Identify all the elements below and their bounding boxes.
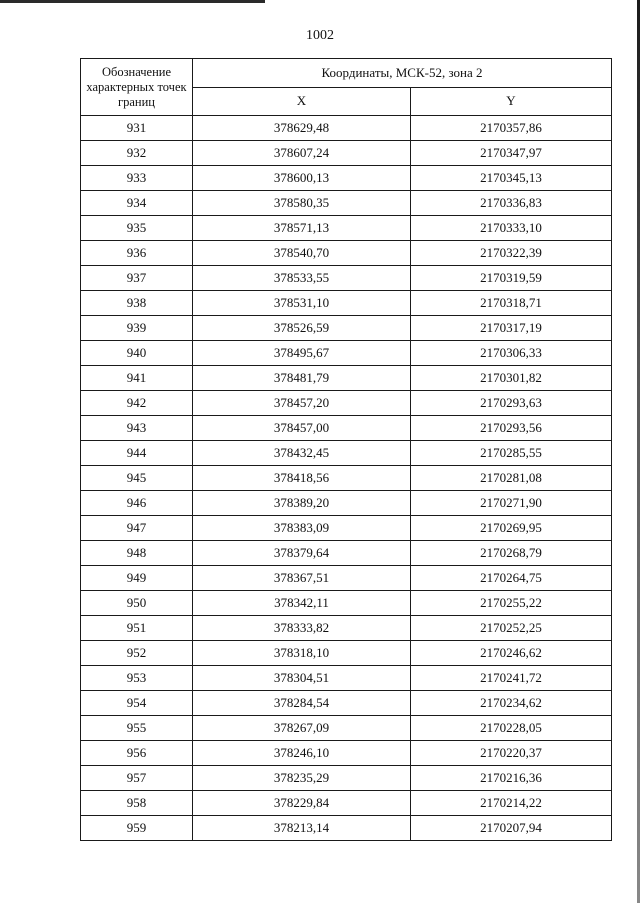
point-id-cell: 950 [81,591,193,616]
y-coordinate-cell: 2170293,56 [411,416,612,441]
point-id-cell: 958 [81,791,193,816]
x-coordinate-cell: 378481,79 [193,366,411,391]
y-coordinate-cell: 2170336,83 [411,191,612,216]
table-row [81,366,612,391]
x-coordinate-cell: 378246,10 [193,741,411,766]
y-coordinate-cell: 2170207,94 [411,816,612,841]
table-row [81,141,612,166]
x-coordinate-cell: 378600,13 [193,166,411,191]
table-row [81,516,612,541]
y-coordinate-cell: 2170281,08 [411,466,612,491]
point-id-cell: 949 [81,566,193,591]
point-id-cell: 959 [81,816,193,841]
table-row [81,616,612,641]
y-coordinate-cell: 2170246,62 [411,641,612,666]
x-coordinate-cell: 378418,56 [193,466,411,491]
y-coordinate-cell: 2170255,22 [411,591,612,616]
x-coordinate-cell: 378383,09 [193,516,411,541]
y-coordinate-cell: 2170347,97 [411,141,612,166]
x-coordinate-cell: 378284,54 [193,691,411,716]
scan-edge-top [0,0,265,3]
x-coordinate-cell: 378580,35 [193,191,411,216]
table-row [81,266,612,291]
y-coordinate-cell: 2170268,79 [411,541,612,566]
table-row [81,441,612,466]
table-row [81,241,612,266]
table-header [81,59,612,116]
y-coordinate-cell: 2170285,55 [411,441,612,466]
x-coordinate-cell: 378457,20 [193,391,411,416]
x-coordinate-cell: 378235,29 [193,766,411,791]
x-coordinate-cell: 378342,11 [193,591,411,616]
table-row [81,116,612,141]
y-coordinate-cell: 2170319,59 [411,266,612,291]
y-coordinate-cell: 2170317,19 [411,316,612,341]
point-id-cell: 945 [81,466,193,491]
point-id-cell: 947 [81,516,193,541]
point-id-cell: 954 [81,691,193,716]
x-coordinate-cell: 378318,10 [193,641,411,666]
y-coordinate-cell: 2170271,90 [411,491,612,516]
table-row [81,566,612,591]
coordinates-group-header: Координаты, МСК-52, зона 2 [193,59,612,88]
table-body [81,116,612,841]
x-coordinate-cell: 378629,48 [193,116,411,141]
x-coordinate-cell: 378389,20 [193,491,411,516]
table-row [81,466,612,491]
table-row [81,391,612,416]
table-row [81,591,612,616]
table-row [81,716,612,741]
point-id-cell: 939 [81,316,193,341]
x-coordinate-cell: 378607,24 [193,141,411,166]
y-coordinate-cell: 2170269,95 [411,516,612,541]
x-coordinate-cell: 378229,84 [193,791,411,816]
x-coordinate-cell: 378457,00 [193,416,411,441]
table-row [81,666,612,691]
y-column-header: Y [411,87,612,116]
point-id-cell: 948 [81,541,193,566]
point-id-cell: 941 [81,366,193,391]
point-id-cell: 936 [81,241,193,266]
x-coordinate-cell: 378267,09 [193,716,411,741]
point-id-cell: 944 [81,441,193,466]
table-row [81,541,612,566]
point-id-cell: 940 [81,341,193,366]
table-row [81,416,612,441]
table-row [81,766,612,791]
table-row [81,791,612,816]
y-coordinate-cell: 2170306,33 [411,341,612,366]
table-row [81,291,612,316]
point-id-cell: 953 [81,666,193,691]
y-coordinate-cell: 2170252,25 [411,616,612,641]
x-column-header: X [193,87,411,116]
designation-column-header: Обозначение характерных точек границ [81,59,193,116]
y-coordinate-cell: 2170214,22 [411,791,612,816]
x-coordinate-cell: 378367,51 [193,566,411,591]
y-coordinate-cell: 2170241,72 [411,666,612,691]
y-coordinate-cell: 2170264,75 [411,566,612,591]
y-coordinate-cell: 2170345,13 [411,166,612,191]
point-id-cell: 957 [81,766,193,791]
y-coordinate-cell: 2170228,05 [411,716,612,741]
point-id-cell: 934 [81,191,193,216]
point-id-cell: 942 [81,391,193,416]
y-coordinate-cell: 2170318,71 [411,291,612,316]
x-coordinate-cell: 378304,51 [193,666,411,691]
point-id-cell: 951 [81,616,193,641]
point-id-cell: 955 [81,716,193,741]
x-coordinate-cell: 378432,45 [193,441,411,466]
x-coordinate-cell: 378571,13 [193,216,411,241]
y-coordinate-cell: 2170220,37 [411,741,612,766]
point-id-cell: 932 [81,141,193,166]
x-coordinate-cell: 378333,82 [193,616,411,641]
y-coordinate-cell: 2170357,86 [411,116,612,141]
x-coordinate-cell: 378526,59 [193,316,411,341]
x-coordinate-cell: 378540,70 [193,241,411,266]
point-id-cell: 943 [81,416,193,441]
x-coordinate-cell: 378531,10 [193,291,411,316]
y-coordinate-cell: 2170293,63 [411,391,612,416]
table-row [81,816,612,841]
table-row [81,191,612,216]
table-row [81,741,612,766]
table-row [81,316,612,341]
point-id-cell: 933 [81,166,193,191]
table-row [81,216,612,241]
y-coordinate-cell: 2170301,82 [411,366,612,391]
point-id-cell: 937 [81,266,193,291]
table-row [81,166,612,191]
y-coordinate-cell: 2170333,10 [411,216,612,241]
point-id-cell: 956 [81,741,193,766]
page-number: 1002 [306,28,334,43]
table-row [81,341,612,366]
table-row [81,691,612,716]
x-coordinate-cell: 378379,64 [193,541,411,566]
x-coordinate-cell: 378213,14 [193,816,411,841]
point-id-cell: 935 [81,216,193,241]
y-coordinate-cell: 2170216,36 [411,766,612,791]
point-id-cell: 952 [81,641,193,666]
y-coordinate-cell: 2170234,62 [411,691,612,716]
point-id-cell: 938 [81,291,193,316]
point-id-cell: 946 [81,491,193,516]
table-row [81,491,612,516]
x-coordinate-cell: 378495,67 [193,341,411,366]
coordinates-table [80,58,612,841]
y-coordinate-cell: 2170322,39 [411,241,612,266]
point-id-cell: 931 [81,116,193,141]
table-row [81,641,612,666]
x-coordinate-cell: 378533,55 [193,266,411,291]
